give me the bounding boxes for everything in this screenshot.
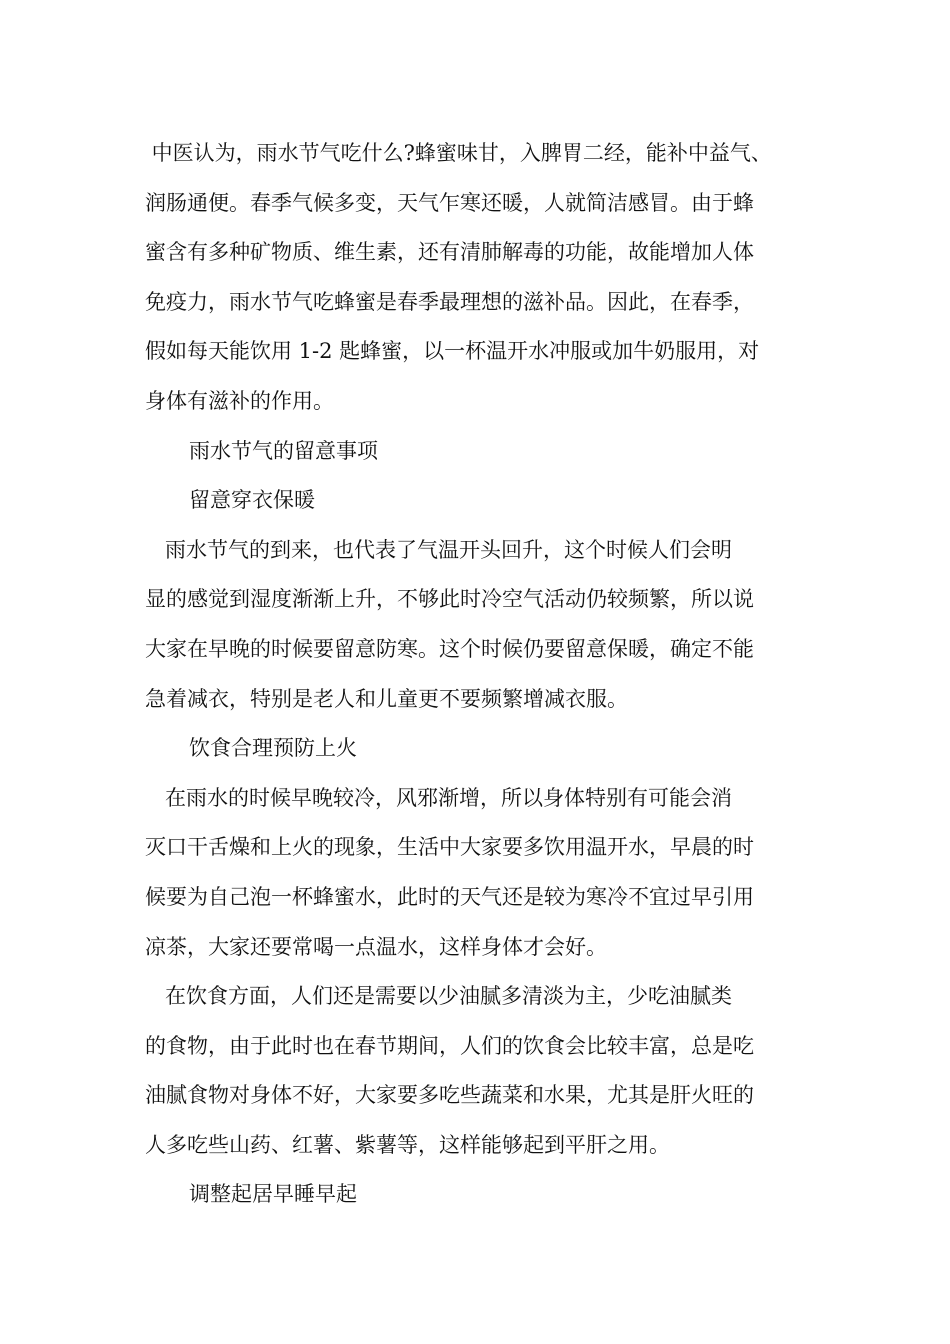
body-paragraph — [145, 129, 810, 427]
text-line: 雨水节气的到来，也代表了气温开头回升，这个时候人们会明 — [145, 537, 733, 562]
text-line: 蜜含有多种矿物质、维生素，还有清肺解毒的功能，故能增加人体 — [145, 240, 754, 265]
text-line: 饮食合理预防上火 — [189, 736, 357, 761]
text-line: 人多吃些山药、红薯、紫薯等，这样能够起到平肝之用。 — [145, 1132, 670, 1157]
text-line: 身体有滋补的作用。 — [145, 388, 334, 413]
text-line: 润肠通便。春季气候多变，天气乍寒还暖，人就简洁感冒。由于蜂 — [145, 190, 754, 215]
section-heading — [145, 476, 810, 526]
text-line: 油腻食物对身体不好，大家要多吃些蔬菜和水果，尤其是肝火旺的 — [145, 1083, 754, 1108]
text-line: 中医认为，雨水节气吃什么?蜂蜜味甘，入脾胃二经，能补中益气、 — [145, 141, 772, 165]
text-line: 的食物，由于此时也在春节期间，人们的饮食会比较丰富，总是吃 — [145, 1033, 754, 1058]
body-paragraph — [145, 972, 810, 1170]
body-paragraph — [145, 526, 810, 724]
text-line: 调整起居早睡早起 — [189, 1182, 357, 1207]
text-line: 候要为自己泡一杯蜂蜜水，此时的天气还是较为寒冷不宜过早引用 — [145, 884, 754, 909]
section-heading — [145, 427, 810, 477]
text-line: 在饮食方面，人们还是需要以少油腻多清淡为主，少吃油腻类 — [145, 984, 733, 1009]
text-line: 免疫力，雨水节气吃蜂蜜是春季最理想的滋补品。因此，在春季， — [145, 289, 754, 314]
section-heading — [145, 724, 810, 774]
text-line: 灭口干舌燥和上火的现象，生活中大家要多饮用温开水，早晨的时 — [145, 835, 754, 860]
text-line: 留意穿衣保暖 — [189, 488, 315, 513]
text-line: 显的感觉到湿度渐渐上升，不够此时冷空气活动仍较频繁，所以说 — [145, 587, 754, 612]
body-paragraph — [145, 774, 810, 972]
text-line: 假如每天能饮用 1-2 匙蜂蜜，以一杯温开水冲服或加牛奶服用，对 — [145, 339, 760, 364]
text-line: 急着减衣，特别是老人和儿童更不要频繁增减衣服。 — [145, 686, 628, 711]
text-line: 雨水节气的留意事项 — [189, 438, 378, 463]
text-line: 在雨水的时候早晚较冷，风邪渐增，所以身体特别有可能会消 — [145, 785, 733, 810]
section-heading — [145, 1170, 810, 1220]
text-line: 凉茶，大家还要常喝一点温水，这样身体才会好。 — [145, 934, 607, 959]
document-body — [145, 129, 810, 1220]
text-line: 大家在早晚的时候要留意防寒。这个时候仍要留意保暖，确定不能 — [145, 636, 754, 661]
